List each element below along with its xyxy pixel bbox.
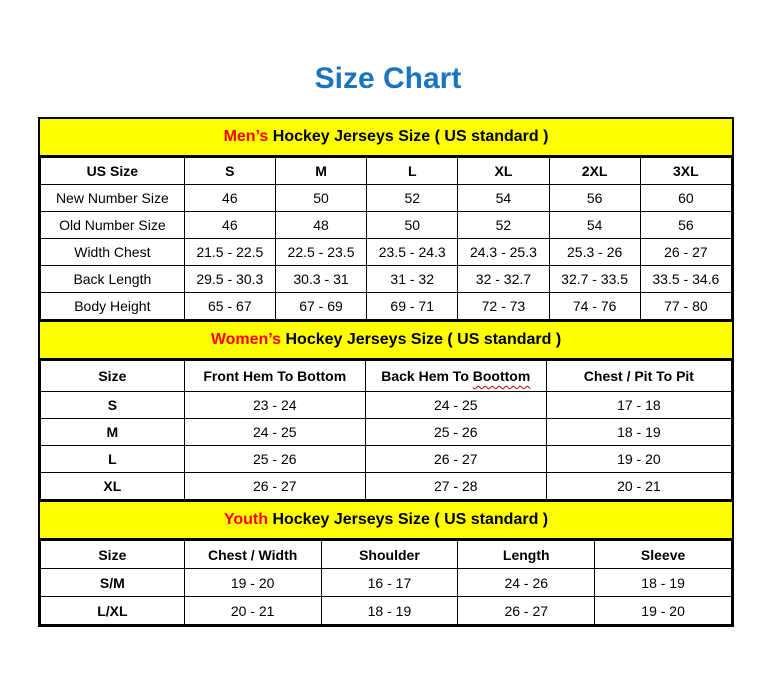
table-row: [41, 473, 732, 500]
row-label: Old Number Size: [41, 212, 185, 239]
size-value-cell: 32.7 - 33.5: [549, 266, 640, 293]
column-header: Chest / Width: [184, 541, 321, 569]
size-value-cell: 60: [640, 185, 731, 212]
size-value-cell: 23.5 - 24.3: [367, 239, 458, 266]
size-chart-table-group: [38, 117, 734, 627]
size-value-cell: 74 - 76: [549, 293, 640, 320]
size-value-cell: 25 - 26: [184, 446, 365, 473]
row-label: Width Chest: [41, 239, 185, 266]
size-value-cell: 25 - 26: [365, 419, 546, 446]
table-row: [41, 185, 732, 212]
column-header: 3XL: [640, 158, 731, 185]
youth-section-banner: [40, 500, 732, 540]
mens-section-banner: [40, 119, 732, 157]
mens-banner-text: Hockey Jerseys Size ( US standard ): [268, 128, 549, 145]
size-value-cell: 26 - 27: [640, 239, 731, 266]
size-value-cell: 54: [458, 185, 549, 212]
table-row: [41, 239, 732, 266]
size-value-cell: 18 - 19: [321, 597, 458, 625]
row-label: L/XL: [41, 597, 185, 625]
table-row: [41, 569, 732, 597]
table-row: [41, 392, 732, 419]
size-value-cell: 50: [367, 212, 458, 239]
womens-banner-highlight: Women’s: [210, 331, 282, 348]
row-label: XL: [41, 473, 185, 500]
size-value-cell: 24 - 26: [458, 569, 595, 597]
size-value-cell: 77 - 80: [640, 293, 731, 320]
size-value-cell: 19 - 20: [546, 446, 731, 473]
size-value-cell: 65 - 67: [184, 293, 275, 320]
column-header: XL: [458, 158, 549, 185]
size-value-cell: 25.3 - 26: [549, 239, 640, 266]
size-value-cell: 18 - 19: [546, 419, 731, 446]
size-value-cell: 31 - 32: [367, 266, 458, 293]
size-value-cell: 19 - 20: [595, 597, 732, 625]
size-value-cell: 26 - 27: [365, 446, 546, 473]
womens-size-table: [40, 360, 732, 500]
column-header: Size: [41, 541, 185, 569]
column-header: 2XL: [549, 158, 640, 185]
mens-size-table: [40, 157, 732, 320]
size-value-cell: 29.5 - 30.3: [184, 266, 275, 293]
page-title: Size Chart: [314, 62, 462, 95]
youth-banner-text: Hockey Jerseys Size ( US standard ): [268, 511, 549, 528]
size-value-cell: 24 - 25: [184, 419, 365, 446]
column-header: Shoulder: [321, 541, 458, 569]
table-row: [41, 597, 732, 625]
row-label: Back Length: [41, 266, 185, 293]
size-value-cell: 56: [549, 185, 640, 212]
table-row: [41, 446, 732, 473]
size-value-cell: 19 - 20: [184, 569, 321, 597]
size-value-cell: 48: [275, 212, 366, 239]
column-header: S: [184, 158, 275, 185]
size-value-cell: 54: [549, 212, 640, 239]
header-row: [41, 158, 732, 185]
size-value-cell: 30.3 - 31: [275, 266, 366, 293]
row-label: S/M: [41, 569, 185, 597]
size-value-cell: 52: [367, 185, 458, 212]
size-value-cell: 24 - 25: [365, 392, 546, 419]
column-header: Length: [458, 541, 595, 569]
column-header: M: [275, 158, 366, 185]
youth-size-table: [40, 540, 732, 625]
size-value-cell: 17 - 18: [546, 392, 731, 419]
table-row: [41, 293, 732, 320]
youth-banner-highlight: Youth: [223, 511, 268, 528]
column-header: Sleeve: [595, 541, 732, 569]
column-header: Size: [41, 361, 185, 392]
column-header: US Size: [41, 158, 185, 185]
womens-section-banner: [40, 320, 732, 360]
size-value-cell: 50: [275, 185, 366, 212]
size-value-cell: 46: [184, 212, 275, 239]
size-value-cell: 67 - 69: [275, 293, 366, 320]
size-value-cell: 27 - 28: [365, 473, 546, 500]
size-value-cell: 18 - 19: [595, 569, 732, 597]
table-row: [41, 419, 732, 446]
size-value-cell: 23 - 24: [184, 392, 365, 419]
row-label: Body Height: [41, 293, 185, 320]
size-value-cell: 56: [640, 212, 731, 239]
womens-banner-text: Hockey Jerseys Size ( US standard ): [281, 331, 562, 348]
header-row: [41, 541, 732, 569]
row-label: New Number Size: [41, 185, 185, 212]
column-header: L: [367, 158, 458, 185]
size-value-cell: 72 - 73: [458, 293, 549, 320]
size-value-cell: 20 - 21: [184, 597, 321, 625]
row-label: L: [41, 446, 185, 473]
header-row: [41, 361, 732, 392]
size-value-cell: 26 - 27: [458, 597, 595, 625]
size-value-cell: 24.3 - 25.3: [458, 239, 549, 266]
table-row: [41, 212, 732, 239]
size-value-cell: 20 - 21: [546, 473, 731, 500]
column-header-text: Back Hem To: [381, 368, 473, 384]
size-value-cell: 52: [458, 212, 549, 239]
size-value-cell: 21.5 - 22.5: [184, 239, 275, 266]
size-value-cell: 22.5 - 23.5: [275, 239, 366, 266]
size-value-cell: 46: [184, 185, 275, 212]
misspelled-word: Boottom: [472, 368, 531, 384]
mens-banner-highlight: Men’s: [223, 128, 269, 145]
size-value-cell: 16 - 17: [321, 569, 458, 597]
column-header: Chest / Pit To Pit: [546, 361, 731, 392]
size-value-cell: 69 - 71: [367, 293, 458, 320]
size-value-cell: 26 - 27: [184, 473, 365, 500]
size-value-cell: 32 - 32.7: [458, 266, 549, 293]
column-header: [365, 361, 546, 392]
size-value-cell: 33.5 - 34.6: [640, 266, 731, 293]
table-row: [41, 266, 732, 293]
column-header: Front Hem To Bottom: [184, 361, 365, 392]
row-label: M: [41, 419, 185, 446]
row-label: S: [41, 392, 185, 419]
